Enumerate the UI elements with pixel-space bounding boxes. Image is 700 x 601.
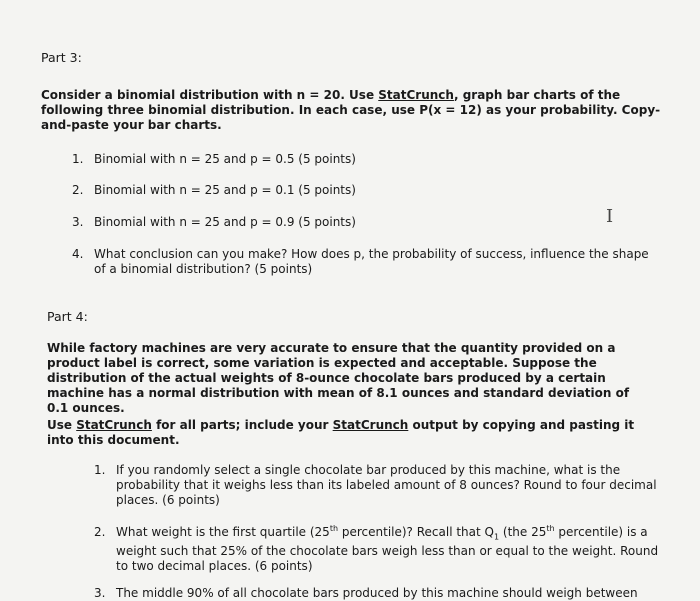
part3-intro — [41, 88, 661, 133]
item-number: 2. — [94, 525, 106, 539]
superscript: th — [546, 524, 555, 533]
statcrunch-link[interactable]: StatCrunch — [332, 418, 409, 432]
item-number: 4. — [72, 247, 84, 261]
part4-heading: Part 4: — [47, 309, 88, 324]
part3-intro-text-a: Consider a binomial distribution with n = 20. Use — [41, 88, 379, 102]
item-number: 3. — [94, 586, 106, 600]
item-text: Binomial with n = 25 and p = 0.9 (5 points) — [94, 215, 356, 229]
use-text-a: Use — [47, 418, 77, 432]
item-text — [116, 525, 661, 574]
use-text-c: output by copying and pasting it into this document. — [47, 418, 635, 447]
part3-heading: Part 3: — [41, 50, 82, 65]
part4-intro: While factory machines are very accurate to ensure that the quantity provided on a product label is correct, some variation is expected and acceptable. Suppose the distribution of the actual weights of 8-ounce chocolate bars produced by a certain machine has a normal distribution with mean of 8.1 ounces and standard deviation of 0.1 ounces. — [47, 341, 630, 415]
part3-intro-text-b: , graph bar charts of the following three binomial distribution. In each case, use P(x = 12) as your probability. Copy-and-paste your bar charts. — [41, 88, 661, 132]
item-text-d: percentile) is a weight such that 25% of the chocolate bars weigh less than or equal to the weight. Round to two decimal places. (6 points) — [116, 525, 659, 574]
item-number: 1. — [94, 463, 106, 477]
item-text: The middle 90% of all chocolate bars produced by this machine should weigh between — [116, 586, 638, 600]
subscript: 1 — [493, 532, 500, 542]
item-text: Binomial with n = 25 and p = 0.1 (5 points) — [94, 183, 356, 197]
item-text: If you randomly select a single chocolate bar produced by this machine, what is the probability that it weighs less than its labeled amount of 8 ounces? Round to four decimal places. (6 points) — [116, 463, 657, 507]
item-number: 2. — [72, 183, 84, 197]
statcrunch-link[interactable]: StatCrunch — [378, 88, 454, 102]
item-text-a: What weight is the first quartile (25 — [116, 525, 330, 539]
item-text-c: (the 25 — [499, 525, 547, 539]
use-text-b: for all parts; include your — [151, 418, 333, 432]
superscript: th — [329, 524, 339, 533]
part4-use-statement — [47, 418, 657, 448]
item-text: What conclusion can you make? How does p, the probability of success, influence the shape of a binomial distribution? (5 points) — [94, 247, 649, 276]
item-text-b: percentile)? Recall that Q — [338, 525, 494, 539]
item-number: 3. — [72, 215, 84, 229]
item-text: Binomial with n = 25 and p = 0.5 (5 points) — [94, 152, 356, 166]
text-cursor-icon: I — [606, 206, 614, 227]
statcrunch-link[interactable]: StatCrunch — [76, 418, 152, 432]
item-number: 1. — [72, 152, 84, 166]
